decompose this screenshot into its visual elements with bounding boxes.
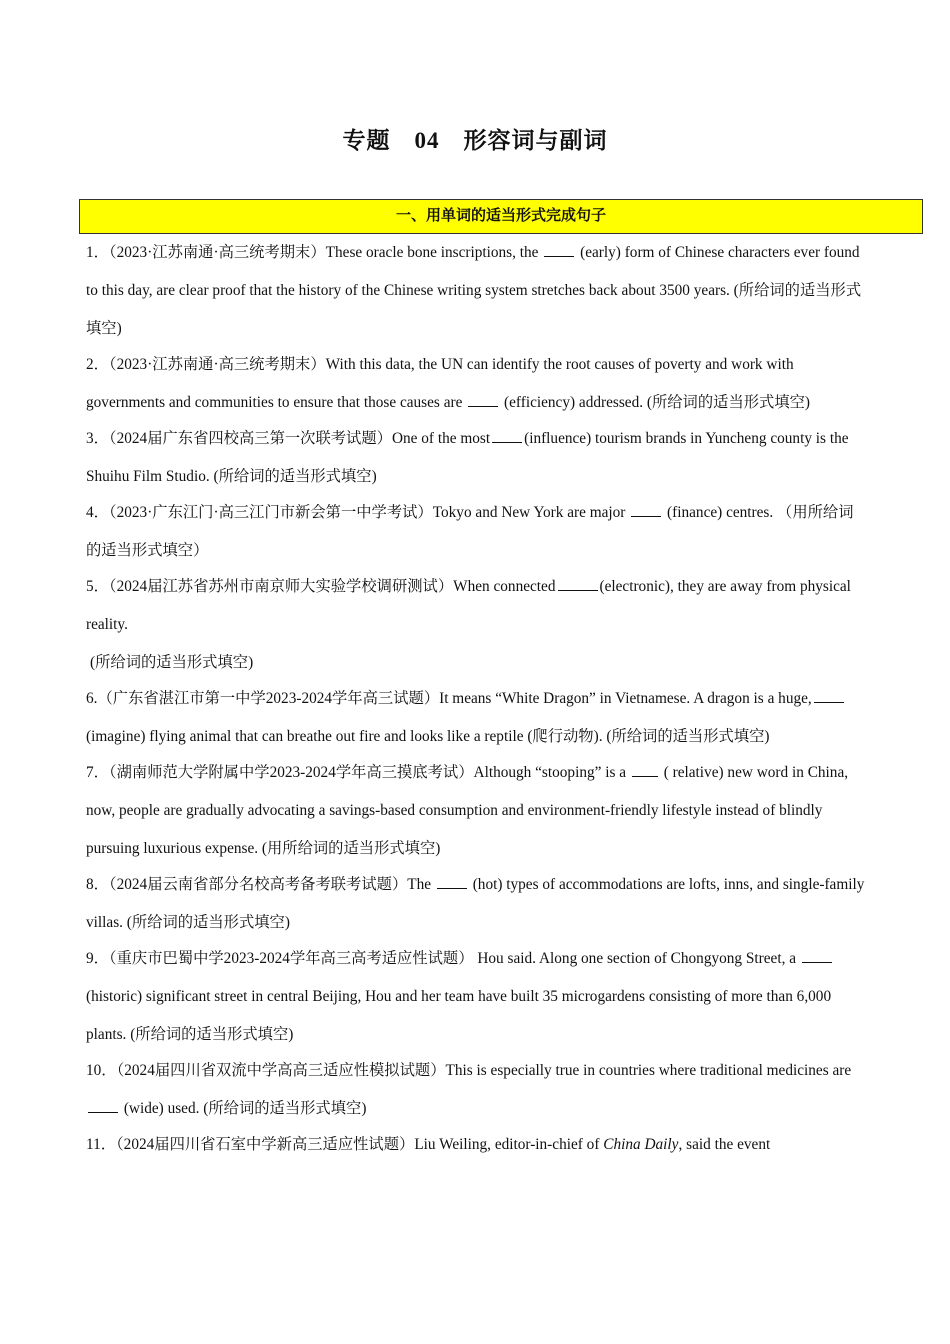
answer-blank[interactable] [814,688,844,703]
question-9: 9．（重庆市巴蜀中学2023-2024学年高三高考适应性试题） Hou said. Along one section of Chongyong Street, a (historic) significant street in central Beijing, Hou and her team have built 35 microgardens consisting of more than 6,000 plants. (所给词的适当形式填空) [86,950,832,1043]
answer-blank[interactable] [88,1098,118,1113]
section-heading: 一、用单词的适当形式完成句子 [79,199,923,234]
answer-blank[interactable] [558,576,598,591]
question-7: 7．（湖南师范大学附属中学2023-2024学年高三摸底考试）Although “stooping” is a ( relative) new word in China, now, people are gradually advocating a savings-based consumption and environment-friendly lifestyle instead of blindly pursuing luxurious expense. (用所给词的适当形式填空) [86,764,849,857]
answer-blank[interactable] [802,948,832,963]
question-10: 10．（2024届四川省双流中学高高三适应性模拟试题）This is especially true in countries where traditional medicines are (wide) used. (所给词的适当形式填空) [86,1062,852,1117]
answer-blank[interactable] [544,242,574,257]
question-3: 3．（2024届广东省四校高三第一次联考试题）One of the most (influence) tourism brands in Yuncheng county is the Shuihu Film Studio. (所给词的适当形式填空) [86,430,849,485]
question-5: 5．（2024届江苏省苏州市南京师大实验学校调研测试）When connected (electronic), they are away from physical reality. (所给词的适当形式填空) [86,578,851,671]
question-4: 4．（2023·广东江门·高三江门市新会第一中学考试）Tokyo and New York are major (finance) centres. （用所给词的适当形式填空） [86,504,854,559]
question-1: 1．（2023·江苏南通·高三统考期末）These oracle bone inscriptions, the (early) form of Chinese characters ever found to this day, are clear proof that the history of the Chinese writing system stretches back about 3500 years. (所给词的适当形式填空) [86,244,862,337]
answer-blank[interactable] [631,502,661,517]
answer-blank[interactable] [437,874,467,889]
answer-blank[interactable] [468,392,498,407]
question-list [86,234,866,1164]
answer-blank[interactable] [632,762,658,777]
question-2: 2．（2023·江苏南通·高三统考期末）With this data, the UN can identify the root causes of poverty and work with governments and communities to ensure that those causes are (efficiency) addressed. (所给词的适当形式填空) [86,356,811,411]
question-8: 8．（2024届云南省部分名校高考备考联考试题）The (hot) types of accommodations are lofts, inns, and single-family villas. (所给词的适当形式填空) [86,876,865,931]
question-6: 6.（广东省湛江市第一中学2023-2024学年高三试题）It means “White Dragon” in Vietnamese. A dragon is a huge, (imagine) flying animal that can breathe out fire and looks like a reptile (爬行动物). (所给词的适当形式填空) [86,680,866,756]
question-11: 11．（2024届四川省石室中学新高三适应性试题）Liu Weiling, editor-in-chief of China Daily, said the event [86,1136,771,1153]
page-title: 专题 04 形容词与副词 [342,128,608,153]
answer-blank[interactable] [492,428,522,443]
